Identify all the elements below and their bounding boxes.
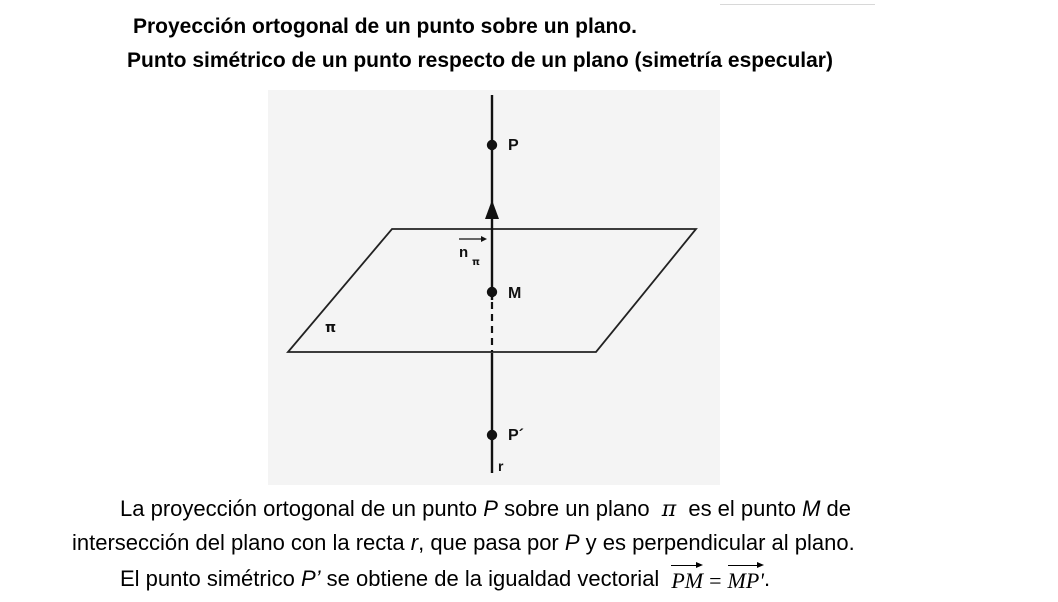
p2-text-b: , que pasa por [418,530,565,555]
p2-line-r: r [410,530,419,555]
vector-pm [671,568,703,594]
p2-text-c: y es perpendicular al plano. [579,530,855,555]
p3-point-p-prime: P’ [300,566,321,591]
p3-text-d: . [764,566,771,591]
p1-text-c: es el punto [682,496,803,521]
title-line-2: Punto simétrico de un punto respecto de un plano (simetría especular) [127,49,833,72]
top-rule [720,4,875,5]
paragraph-line-2 [72,530,855,556]
paragraph-line-1 [120,496,851,523]
p1-text-a: La proyección ortogonal de un punto [120,496,484,521]
point-p-prime-dot [487,430,497,440]
vector-mp-prime [728,568,764,594]
line-r-label: r [498,458,504,474]
p3-text-b: se obtiene de la igualdad vectorial [320,566,660,591]
title-line-1: Proyección ortogonal de un punto sobre un plano. [133,15,638,38]
paragraph-line-3 [120,566,770,592]
p2-text-a: intersección del plano con la recta [72,530,411,555]
point-p-dot [487,140,497,150]
p1-point-p: P [483,496,498,521]
point-p-label: P [508,137,519,154]
p1-text-b: sobre un plano [497,496,656,521]
vector-mp-prime-label: MP' [727,568,764,593]
point-m-dot [487,287,497,297]
p1-point-m: M [802,496,821,521]
plane-pi-label: π [325,320,337,336]
p1-plane-pi: π [661,497,677,522]
point-p-prime-label: P´ [508,427,524,444]
p2-point-p: P [564,530,580,555]
p3-text-a: El punto simétrico [120,566,301,591]
normal-vector-label: n [459,244,469,261]
point-m-label: M [508,285,522,302]
vector-pm-label: PM [671,568,704,593]
equals-sign: = [709,568,722,593]
projection-diagram [268,90,720,485]
p1-text-d: de [820,496,852,521]
vector-equality [671,568,764,594]
vector-pm-arrow [671,562,703,570]
vector-mp-prime-arrow [728,562,764,570]
normal-vector-subscript: π [472,257,480,268]
